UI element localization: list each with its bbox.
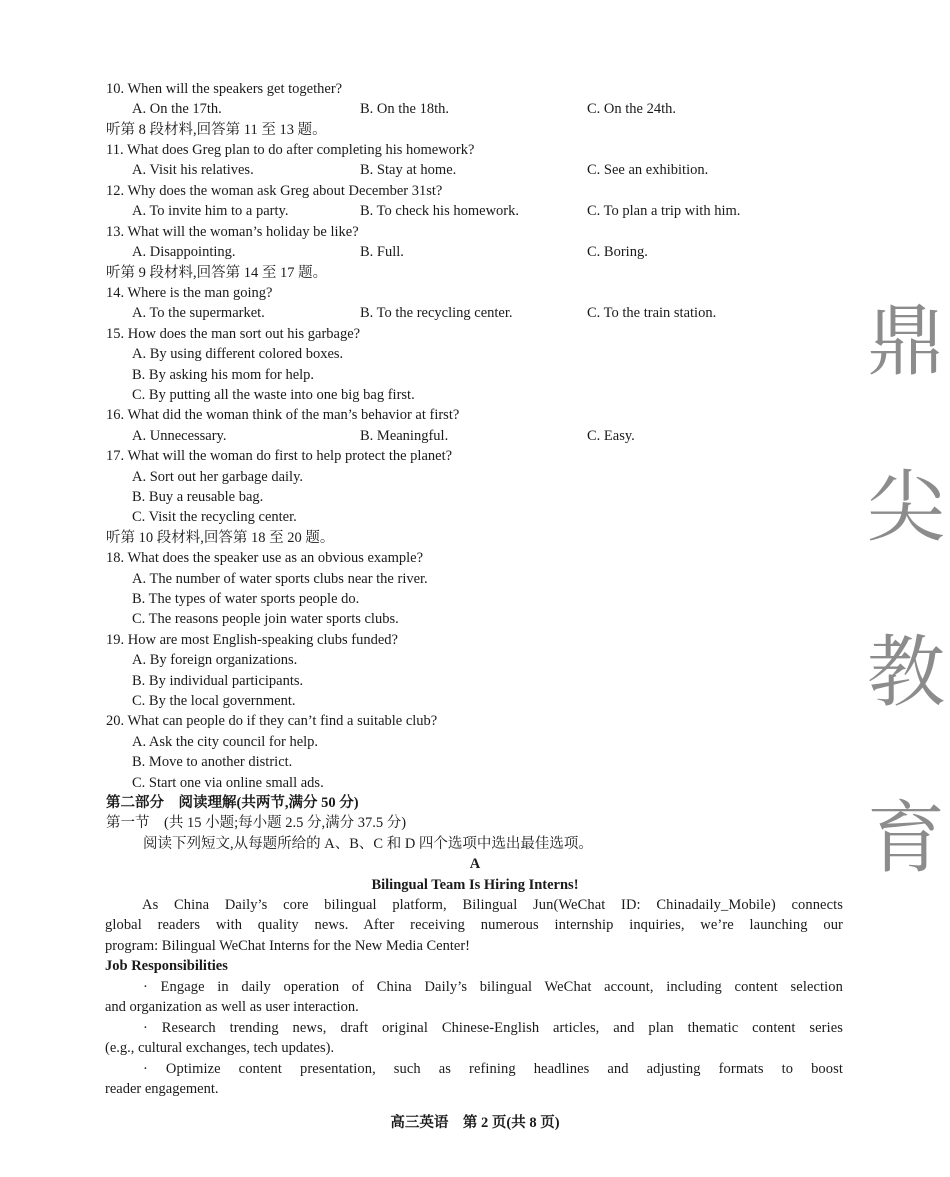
option: C. To the train station.	[587, 305, 717, 321]
option: B. By asking his mom for help.	[132, 367, 315, 383]
reading-instruction: 阅读下列短文,从每题所给的 A、B、C 和 D 四个选项中选出最佳选项。	[143, 836, 593, 852]
option: B. On the 18th.	[360, 101, 450, 117]
option: A. Visit his relatives.	[132, 162, 254, 178]
watermark-char: 教	[866, 628, 945, 718]
watermark-char: 鼎	[866, 297, 945, 387]
passage-text: program: Bilingual WeChat Interns for the New Media Center!	[105, 938, 470, 954]
option: A. Sort out her garbage daily.	[132, 469, 303, 485]
option: C. Easy.	[587, 428, 635, 444]
watermark-char: 育	[866, 794, 945, 884]
option: C. The reasons people join water sports clubs.	[132, 611, 399, 627]
watermark-char: 尖	[866, 463, 945, 553]
option: B. Buy a reusable bag.	[132, 489, 264, 505]
part-heading: 第二部分 阅读理解(共两节,满分 50 分)	[106, 795, 359, 811]
option: C. Visit the recycling center.	[132, 509, 297, 525]
question-stem: 18. What does the speaker use as an obvious example?	[106, 550, 424, 566]
option: C. Start one via online small ads.	[132, 775, 324, 791]
question-stem: 20. What can people do if they can’t find a suitable club?	[106, 713, 438, 729]
section-instruction: 听第 8 段材料,回答第 11 至 13 题。	[106, 122, 327, 138]
passage-title: Bilingual Team Is Hiring Interns!	[371, 877, 579, 893]
option: C. See an exhibition.	[587, 162, 709, 178]
option: A. Unnecessary.	[132, 428, 227, 444]
option: A. To invite him to a party.	[132, 203, 289, 219]
bullet-item: · Research trending news, draft original Chinese-English articles, and plan thematic content series	[143, 1020, 843, 1036]
bullet-item: reader engagement.	[105, 1081, 219, 1097]
section-instruction: 听第 9 段材料,回答第 14 至 17 题。	[106, 265, 328, 281]
option: B. To the recycling center.	[360, 305, 513, 321]
passage-letter: A	[469, 856, 481, 872]
page-footer: 高三英语 第 2 页(共 8 页)	[390, 1115, 560, 1131]
option: B. Stay at home.	[360, 162, 457, 178]
option: A. By using different colored boxes.	[132, 346, 344, 362]
passage-text: global readers with quality news. After receiving numerous internship inquiries, we’re launching our	[105, 917, 843, 933]
option: C. On the 24th.	[587, 101, 677, 117]
bullet-item: · Optimize content presentation, such as refining headlines and adjusting formats to boost	[143, 1061, 843, 1077]
option: C. By putting all the waste into one big bag first.	[132, 387, 415, 403]
option: B. By individual participants.	[132, 673, 304, 689]
bullet-item: and organization as well as user interaction.	[105, 999, 359, 1015]
option: A. Ask the city council for help.	[132, 734, 319, 750]
option: A. Disappointing.	[132, 244, 236, 260]
question-stem: 12. Why does the woman ask Greg about December 31st?	[106, 183, 443, 199]
passage-subheading: Job Responsibilities	[105, 958, 228, 974]
option: A. By foreign organizations.	[132, 652, 298, 668]
option: C. By the local government.	[132, 693, 296, 709]
option: B. Move to another district.	[132, 754, 293, 770]
question-stem: 11. What does Greg plan to do after completing his homework?	[106, 142, 475, 158]
bullet-item: (e.g., cultural exchanges, tech updates).	[105, 1040, 335, 1056]
bullet-item: · Engage in daily operation of China Daily’s bilingual WeChat account, including content selection	[143, 979, 843, 995]
section-heading: 第一节 (共 15 小题;每小题 2.5 分,满分 37.5 分)	[106, 815, 407, 831]
option: A. The number of water sports clubs near the river.	[132, 571, 428, 587]
question-stem: 19. How are most English-speaking clubs funded?	[106, 632, 398, 648]
section-instruction: 听第 10 段材料,回答第 18 至 20 题。	[106, 530, 335, 546]
question-stem: 17. What will the woman do first to help protect the planet?	[106, 448, 453, 464]
option: B. The types of water sports people do.	[132, 591, 360, 607]
option: C. Boring.	[587, 244, 648, 260]
question-stem: 15. How does the man sort out his garbage?	[106, 326, 361, 342]
passage-text: As China Daily’s core bilingual platform, Bilingual Jun(WeChat ID: Chinadaily_Mobile) connects	[142, 897, 843, 913]
question-stem: 13. What will the woman’s holiday be like?	[106, 224, 359, 240]
option: A. On the 17th.	[132, 101, 222, 117]
question-stem: 10. When will the speakers get together?	[106, 81, 343, 97]
question-stem: 16. What did the woman think of the man’s behavior at first?	[106, 407, 460, 423]
option: B. Full.	[360, 244, 404, 260]
option: B. To check his homework.	[360, 203, 519, 219]
option: B. Meaningful.	[360, 428, 449, 444]
question-stem: 14. Where is the man going?	[106, 285, 273, 301]
option: A. To the supermarket.	[132, 305, 265, 321]
option: C. To plan a trip with him.	[587, 203, 741, 219]
